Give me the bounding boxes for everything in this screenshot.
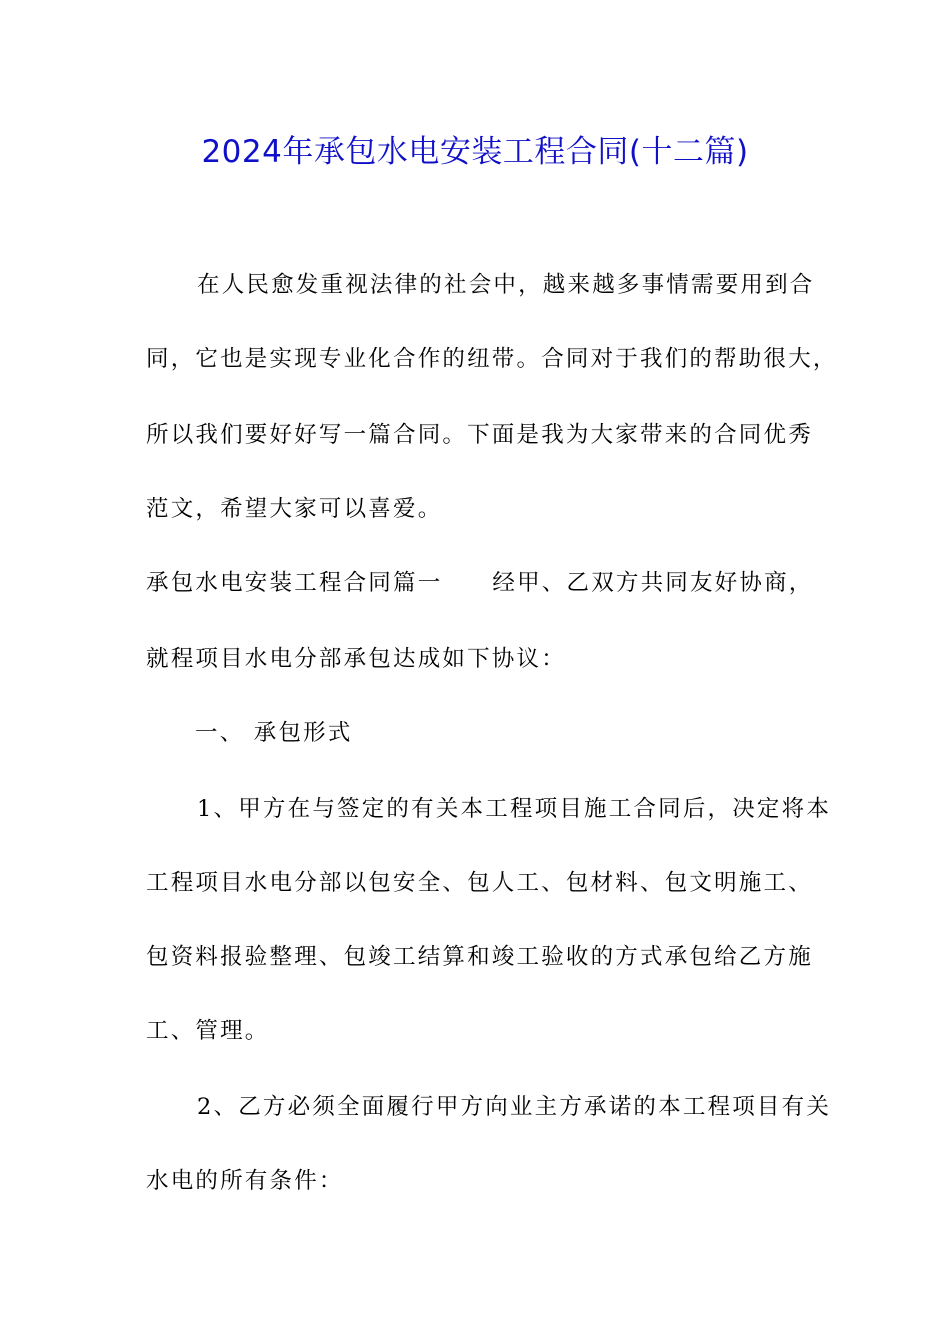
section-heading: 承包水电安装工程合同篇一 — [146, 570, 443, 596]
intro-line-4: 范文，希望大家可以喜爱。 — [146, 496, 443, 522]
clause1-line-2: 工程项目水电分部以包安全、包人工、包材料、包文明施工、 — [146, 870, 813, 896]
section-heading-line — [146, 568, 814, 598]
document-title: 2024年承包水电安装工程合同(十二篇) — [201, 134, 749, 170]
clause2-line-2: 水电的所有条件： — [146, 1168, 344, 1194]
intro-line-3: 所以我们要好好写一篇合同。下面是我为大家带来的合同优秀 — [146, 422, 813, 448]
intro-line-1: 在人民愈发重视法律的社会中，越来越多事情需要用到合 — [197, 272, 815, 298]
intro-line-2: 同，它也是实现专业化合作的纽带。合同对于我们的帮助很大， — [146, 346, 838, 372]
clause1-line-4: 工、管理。 — [146, 1018, 270, 1044]
section-line-2: 就程项目水电分部承包达成如下协议： — [146, 646, 566, 672]
clause1-line-3: 包资料报验整理、包竣工结算和竣工验收的方式承包给乙方施 — [146, 944, 813, 970]
clause1-line-1: 1、甲方在与签定的有关本工程项目施工合同后，决定将本 — [197, 796, 832, 822]
section-heading-tail: 经甲、乙双方共同友好协商， — [492, 570, 814, 596]
subheading: 一、 承包形式 — [195, 720, 353, 746]
clause2-line-1: 2、乙方必须全面履行甲方向业主方承诺的本工程项目有关 — [197, 1094, 832, 1120]
